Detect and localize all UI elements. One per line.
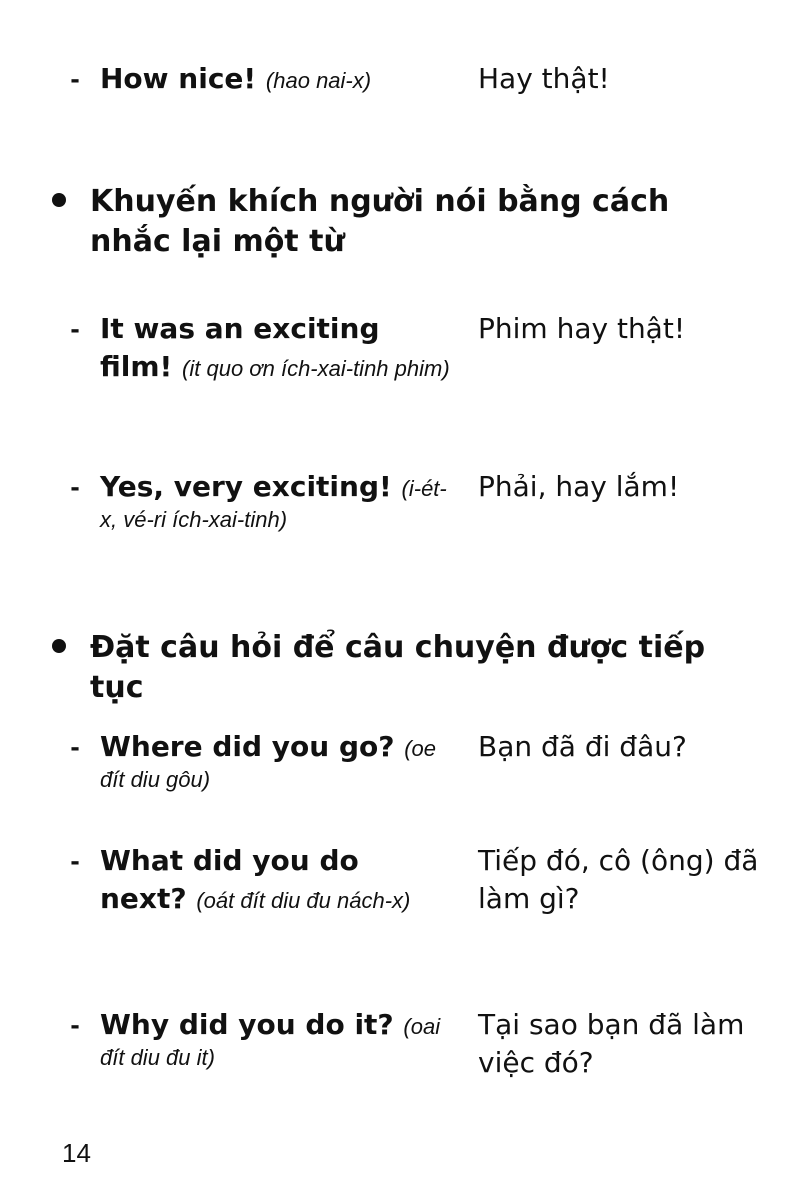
bullet-icon [52,639,66,653]
english-phrase [100,310,455,386]
list-dash: - [70,313,80,344]
list-dash: - [70,1009,80,1040]
pronunciation: (oe đít diu gôu) [100,736,437,792]
pronunciation: (i-ét-x, vé-ri ích-xai-tinh) [100,476,447,532]
vietnamese-translation: Phim hay thật! [478,312,686,345]
vietnamese-translation: Hay thật! [478,62,610,95]
section-heading-text: Khuyến khích người nói bằng cách nhắc lại một từ [90,184,670,259]
english-term: Where did you go? [100,730,405,763]
english-term: Yes, very exciting! [100,470,402,503]
vietnamese-translation: Bạn đã đi đâu? [478,730,687,763]
section-heading-text: Đặt câu hỏi để câu chuyện được tiếp tục [90,630,706,705]
vietnamese-translation: Phải, hay lắm! [478,470,680,503]
pronunciation: (hao nai-x) [265,68,372,93]
pronunciation: (oát đít diu đu nách-x) [196,888,411,913]
pronunciation: (it quo ơn ích-xai-tinh phim) [182,356,450,381]
list-dash: - [70,471,80,502]
page-number: 14 [62,1138,91,1168]
bullet-icon [52,193,66,207]
english-term: How nice! [100,62,266,95]
english-phrase [100,1006,455,1071]
english-term: What did you do next? [100,844,359,915]
english-phrase [100,468,455,533]
vietnamese-translation: Tại sao bạn đã làm việc đó? [478,1008,745,1079]
list-dash: - [70,731,80,762]
english-term: Why did you do it? [100,1008,404,1041]
pronunciation: (oai đít diu đu it) [100,1014,441,1070]
list-dash: - [70,63,80,94]
english-phrase [100,842,455,918]
english-phrase [100,60,455,98]
english-term: It was an exciting film! [100,312,380,383]
list-dash: - [70,845,80,876]
english-phrase [100,728,455,793]
vietnamese-translation: Tiếp đó, cô (ông) đã làm gì? [478,844,759,915]
